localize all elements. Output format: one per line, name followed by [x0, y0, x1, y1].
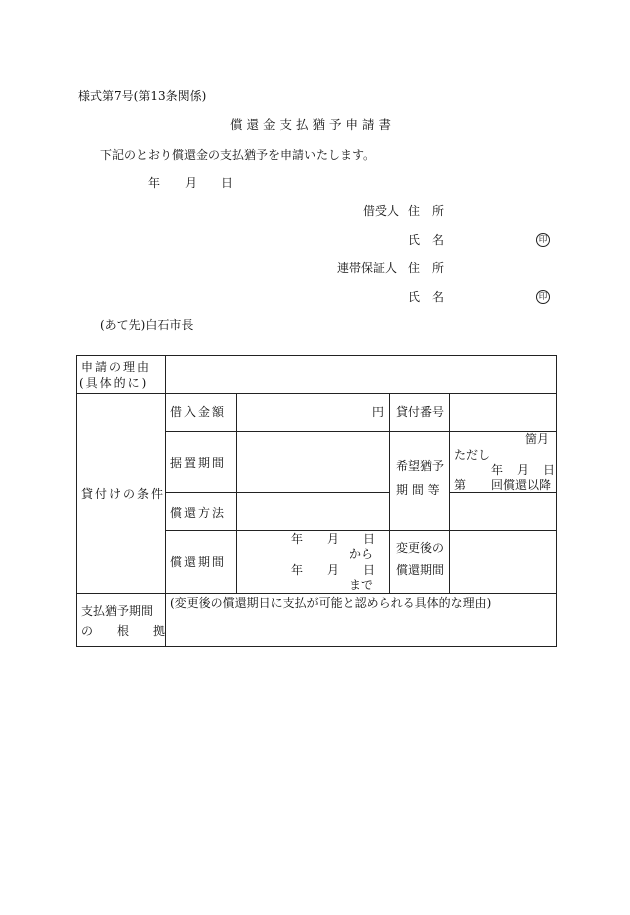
- col-divider: [389, 393, 390, 594]
- borrower-seal: [536, 231, 550, 247]
- dai-text: 第: [454, 478, 467, 492]
- period-to-suffix: まで: [349, 578, 374, 592]
- repayment-period-label: 償還期間: [170, 555, 227, 569]
- row-divider: [165, 431, 557, 432]
- guarantor-name-label: 氏 名: [408, 290, 445, 304]
- seal-mark: 印: [536, 290, 550, 304]
- desired-deferment-label: 希望猶予: [396, 459, 445, 473]
- intro-text: 下記のとおり償還金の支払猶予を申請いたします。: [100, 148, 376, 162]
- yen-unit: 円: [372, 405, 385, 419]
- tadashi-text: ただし: [454, 448, 491, 462]
- desired-deferment-label-sub: 期 間 等: [396, 483, 440, 497]
- period-from-date: 年 月 日: [291, 532, 376, 546]
- changed-period-label: 変更後の: [396, 541, 445, 555]
- addressee: (あて先)白石市長: [100, 318, 194, 332]
- table-border-bottom: [76, 646, 557, 647]
- repayment-method-label: 償還方法: [170, 506, 227, 520]
- repayment-onward-text: 回償還以降: [491, 478, 552, 492]
- months-unit: 箇月: [525, 432, 550, 446]
- period-from-suffix: から: [349, 547, 374, 561]
- period-to-date: 年 月 日: [291, 563, 376, 577]
- row-divider: [449, 492, 557, 493]
- changed-period-label-sub: 償還期間: [396, 563, 445, 577]
- reason-label: 申請の理由: [81, 360, 152, 374]
- date-month: 月: [185, 176, 198, 190]
- guarantor-seal: [536, 288, 550, 304]
- table-border-right: [556, 355, 557, 647]
- col-divider: [236, 393, 237, 594]
- deferment-period-label: 据置期間: [170, 456, 227, 470]
- guarantor-address-label: 住 所: [408, 261, 445, 275]
- row-divider: [76, 393, 557, 394]
- loan-amount-label: 借入金額: [170, 405, 227, 419]
- form-number: 様式第7号(第13条関係): [78, 89, 207, 103]
- table-border-top: [76, 355, 557, 356]
- reason-label-sub: (具体的に): [79, 376, 149, 390]
- loan-conditions-label: 貸付けの条件: [81, 487, 166, 501]
- deferment-basis-label: 支払猶予期間: [81, 604, 154, 618]
- table-border-left: [76, 355, 77, 647]
- loan-number-label: 貸付番号: [396, 405, 445, 419]
- col-divider: [165, 355, 166, 647]
- document-title: 償還金支払猶予申請書: [230, 117, 396, 132]
- ymd-text: 年 月 日: [491, 463, 557, 477]
- borrower-label: 借受人: [363, 204, 400, 218]
- date-year: 年: [148, 176, 161, 190]
- row-divider: [165, 530, 557, 531]
- row-divider: [76, 593, 557, 594]
- col-divider: [449, 393, 450, 594]
- guarantor-label: 連帯保証人: [337, 261, 398, 275]
- row-divider: [165, 492, 389, 493]
- borrower-name-label: 氏 名: [408, 233, 445, 247]
- date-day: 日: [221, 176, 234, 190]
- borrower-address-label: 住 所: [408, 204, 445, 218]
- deferment-basis-label-sub: の 根 拠: [81, 624, 166, 638]
- seal-mark: 印: [536, 233, 550, 247]
- basis-note: (変更後の償還期日に支払が可能と認められる具体的な理由): [170, 596, 492, 610]
